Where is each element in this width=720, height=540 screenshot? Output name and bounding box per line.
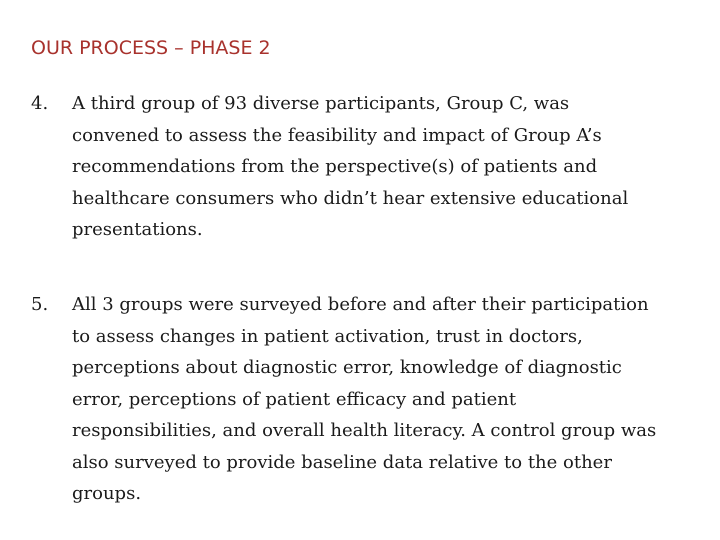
slide-title: OUR PROCESS – PHASE 2 — [31, 37, 271, 59]
item-number: 5. — [31, 294, 49, 315]
item-number: 4. — [31, 93, 49, 114]
item-text: All 3 groups were surveyed before and after their participation to assess changes in patient activation, trust in doctors, perceptions about diagnostic error, knowledge of diagnostic error, perceptions of patient efficacy and patient responsibilities, and overall health literacy. A control group was also surveyed to provide baseline data relative to the other groups. — [72, 294, 657, 504]
item-text: A third group of 93 diverse participants, Group C, was convened to assess the feasibility and impact of Group A’s recommendations from the perspective(s) of patients and healthcare consumers who didn’t hear extensive educational presentations. — [72, 93, 629, 240]
list-item — [31, 289, 661, 510]
list-item — [31, 88, 661, 246]
